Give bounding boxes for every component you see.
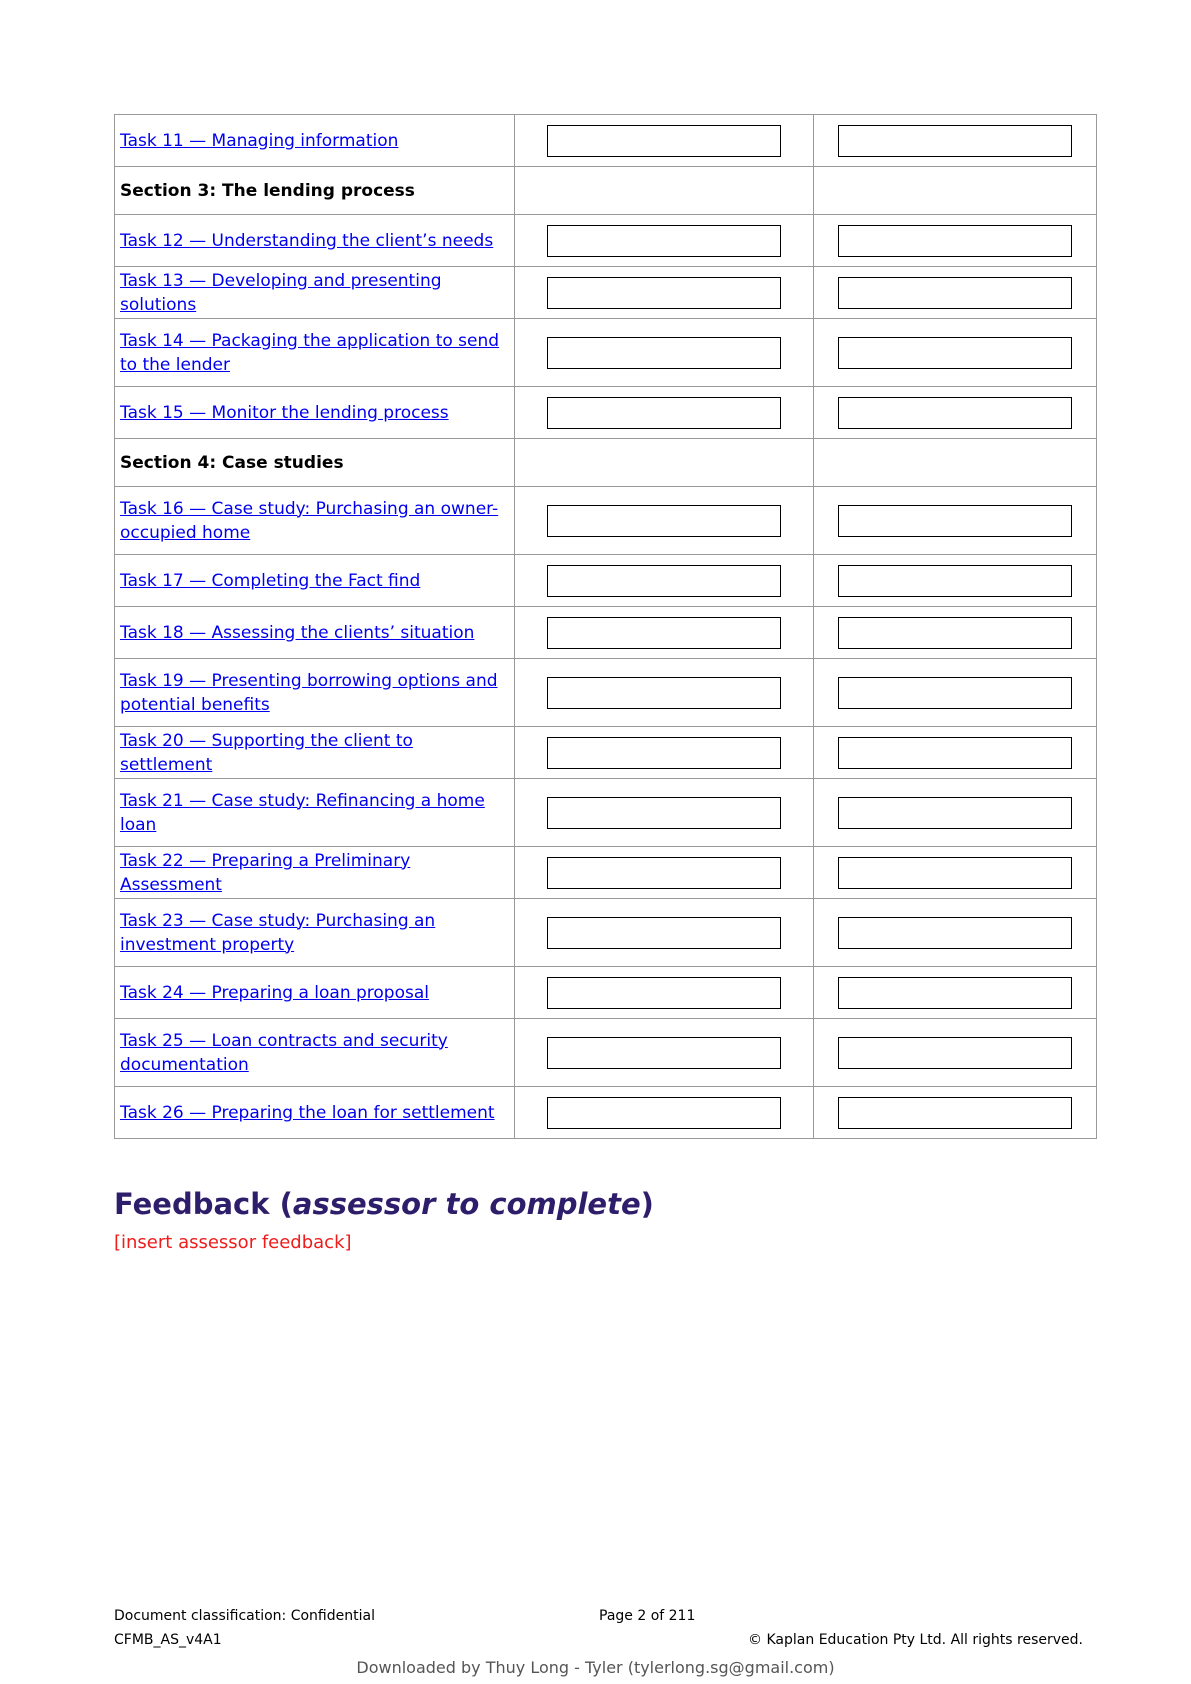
not-satisfactory-input-box[interactable] bbox=[838, 1097, 1072, 1129]
not-satisfactory-cell bbox=[814, 899, 1097, 967]
not-satisfactory-input-box[interactable] bbox=[838, 397, 1072, 429]
not-satisfactory-cell bbox=[814, 1087, 1097, 1139]
satisfactory-cell bbox=[515, 899, 814, 967]
satisfactory-input-box[interactable] bbox=[547, 397, 781, 429]
not-satisfactory-cell bbox=[814, 847, 1097, 899]
not-satisfactory-input-box[interactable] bbox=[838, 125, 1072, 157]
section-title: Section 4: Case studies bbox=[120, 452, 344, 473]
not-satisfactory-input-box[interactable] bbox=[838, 977, 1072, 1009]
satisfactory-cell bbox=[515, 115, 814, 167]
task-name-cell bbox=[115, 1019, 515, 1087]
satisfactory-input-box[interactable] bbox=[547, 977, 781, 1009]
task-row bbox=[115, 967, 1097, 1019]
feedback-heading-main: Feedback ( bbox=[114, 1187, 293, 1221]
satisfactory-input-box[interactable] bbox=[547, 857, 781, 889]
not-satisfactory-cell bbox=[814, 555, 1097, 607]
satisfactory-cell bbox=[515, 1087, 814, 1139]
task-row bbox=[115, 779, 1097, 847]
satisfactory-input-box[interactable] bbox=[547, 737, 781, 769]
task-link[interactable]: Task 11 — Managing information bbox=[120, 130, 399, 151]
section-row bbox=[115, 439, 1097, 487]
not-satisfactory-cell bbox=[814, 115, 1097, 167]
satisfactory-input-box[interactable] bbox=[547, 225, 781, 257]
not-satisfactory-input-box[interactable] bbox=[838, 857, 1072, 889]
not-satisfactory-input-box[interactable] bbox=[838, 677, 1072, 709]
not-satisfactory-input-box[interactable] bbox=[838, 565, 1072, 597]
satisfactory-cell bbox=[515, 487, 814, 555]
satisfactory-cell bbox=[515, 779, 814, 847]
task-name-cell bbox=[115, 1087, 515, 1139]
satisfactory-cell bbox=[515, 167, 814, 215]
task-link[interactable]: Task 24 — Preparing a loan proposal bbox=[120, 982, 429, 1003]
satisfactory-input-box[interactable] bbox=[547, 677, 781, 709]
not-satisfactory-cell bbox=[814, 319, 1097, 387]
task-name-cell bbox=[115, 967, 515, 1019]
task-link[interactable]: Task 16 — Case study: Purchasing an owner-occupied home bbox=[120, 498, 499, 543]
not-satisfactory-cell bbox=[814, 439, 1097, 487]
satisfactory-input-box[interactable] bbox=[547, 505, 781, 537]
satisfactory-input-box[interactable] bbox=[547, 917, 781, 949]
task-name-cell bbox=[115, 847, 515, 899]
not-satisfactory-input-box[interactable] bbox=[838, 917, 1072, 949]
satisfactory-cell bbox=[515, 847, 814, 899]
task-name-cell bbox=[115, 659, 515, 727]
satisfactory-cell bbox=[515, 607, 814, 659]
not-satisfactory-input-box[interactable] bbox=[838, 1037, 1072, 1069]
not-satisfactory-input-box[interactable] bbox=[838, 505, 1072, 537]
not-satisfactory-cell bbox=[814, 215, 1097, 267]
section-title: Section 3: The lending process bbox=[120, 180, 415, 201]
satisfactory-cell bbox=[515, 387, 814, 439]
satisfactory-cell bbox=[515, 659, 814, 727]
not-satisfactory-input-box[interactable] bbox=[838, 337, 1072, 369]
not-satisfactory-input-box[interactable] bbox=[838, 225, 1072, 257]
task-name-cell bbox=[115, 167, 515, 215]
task-link[interactable]: Task 18 — Assessing the clients’ situation bbox=[120, 622, 475, 643]
not-satisfactory-cell bbox=[814, 779, 1097, 847]
task-name-cell bbox=[115, 115, 515, 167]
task-name-cell bbox=[115, 779, 515, 847]
task-link[interactable]: Task 22 — Preparing a Preliminary Assessment bbox=[120, 850, 411, 895]
satisfactory-cell bbox=[515, 1019, 814, 1087]
task-row bbox=[115, 607, 1097, 659]
footer-classification: Document classification: Confidential bbox=[114, 1608, 375, 1624]
task-name-cell bbox=[115, 899, 515, 967]
task-link[interactable]: Task 17 — Completing the Fact find bbox=[120, 570, 421, 591]
satisfactory-input-box[interactable] bbox=[547, 617, 781, 649]
assessor-feedback-placeholder[interactable]: [insert assessor feedback] bbox=[114, 1232, 352, 1253]
satisfactory-cell bbox=[515, 727, 814, 779]
satisfactory-cell bbox=[515, 439, 814, 487]
satisfactory-input-box[interactable] bbox=[547, 277, 781, 309]
task-link[interactable]: Task 12 — Understanding the client’s needs bbox=[120, 230, 494, 251]
task-table-body bbox=[115, 115, 1097, 1139]
task-link[interactable]: Task 19 — Presenting borrowing options and potential benefits bbox=[120, 670, 498, 715]
task-link[interactable]: Task 23 — Case study: Purchasing an investment property bbox=[120, 910, 436, 955]
satisfactory-cell bbox=[515, 319, 814, 387]
task-link[interactable]: Task 26 — Preparing the loan for settlement bbox=[120, 1102, 495, 1123]
not-satisfactory-input-box[interactable] bbox=[838, 797, 1072, 829]
task-link[interactable]: Task 14 — Packaging the application to send to the lender bbox=[120, 330, 500, 375]
section-row bbox=[115, 167, 1097, 215]
not-satisfactory-input-box[interactable] bbox=[838, 737, 1072, 769]
task-row bbox=[115, 267, 1097, 319]
task-row bbox=[115, 1019, 1097, 1087]
task-link[interactable]: Task 25 — Loan contracts and security documentation bbox=[120, 1030, 448, 1075]
task-row bbox=[115, 555, 1097, 607]
satisfactory-input-box[interactable] bbox=[547, 797, 781, 829]
task-name-cell bbox=[115, 215, 515, 267]
not-satisfactory-cell bbox=[814, 267, 1097, 319]
footer-doc-code: CFMB_AS_v4A1 bbox=[114, 1632, 222, 1648]
feedback-heading-close: ) bbox=[640, 1187, 654, 1221]
task-name-cell bbox=[115, 387, 515, 439]
feedback-heading bbox=[114, 1184, 654, 1224]
download-note: Downloaded by Thuy Long - Tyler (tylerlong.sg@gmail.com) bbox=[356, 1658, 835, 1677]
footer-page-number: Page 2 of 211 bbox=[599, 1608, 696, 1624]
satisfactory-input-box[interactable] bbox=[547, 1037, 781, 1069]
task-completion-table bbox=[114, 114, 1097, 1139]
task-name-cell bbox=[115, 487, 515, 555]
satisfactory-input-box[interactable] bbox=[547, 1097, 781, 1129]
task-row bbox=[115, 727, 1097, 779]
task-name-cell bbox=[115, 607, 515, 659]
satisfactory-cell bbox=[515, 967, 814, 1019]
task-name-cell bbox=[115, 555, 515, 607]
not-satisfactory-input-box[interactable] bbox=[838, 617, 1072, 649]
task-name-cell bbox=[115, 319, 515, 387]
satisfactory-cell bbox=[515, 215, 814, 267]
task-row bbox=[115, 899, 1097, 967]
task-row bbox=[115, 659, 1097, 727]
task-link[interactable]: Task 13 — Developing and presenting solutions bbox=[120, 270, 442, 315]
footer-copyright: © Kaplan Education Pty Ltd. All rights reserved. bbox=[748, 1632, 1083, 1648]
task-link[interactable]: Task 15 — Monitor the lending process bbox=[120, 402, 449, 423]
task-name-cell bbox=[115, 727, 515, 779]
not-satisfactory-cell bbox=[814, 487, 1097, 555]
not-satisfactory-cell bbox=[814, 967, 1097, 1019]
task-row bbox=[115, 215, 1097, 267]
satisfactory-cell bbox=[515, 555, 814, 607]
task-link[interactable]: Task 20 — Supporting the client to settlement bbox=[120, 730, 413, 775]
not-satisfactory-cell bbox=[814, 1019, 1097, 1087]
satisfactory-input-box[interactable] bbox=[547, 565, 781, 597]
not-satisfactory-cell bbox=[814, 659, 1097, 727]
feedback-heading-italic: assessor to complete bbox=[292, 1187, 641, 1221]
task-name-cell bbox=[115, 439, 515, 487]
not-satisfactory-input-box[interactable] bbox=[838, 277, 1072, 309]
not-satisfactory-cell bbox=[814, 607, 1097, 659]
not-satisfactory-cell bbox=[814, 167, 1097, 215]
task-row bbox=[115, 387, 1097, 439]
task-row bbox=[115, 487, 1097, 555]
task-row bbox=[115, 847, 1097, 899]
task-row bbox=[115, 1087, 1097, 1139]
satisfactory-input-box[interactable] bbox=[547, 125, 781, 157]
satisfactory-cell bbox=[515, 267, 814, 319]
not-satisfactory-cell bbox=[814, 727, 1097, 779]
task-row bbox=[115, 115, 1097, 167]
task-link[interactable]: Task 21 — Case study: Refinancing a home loan bbox=[120, 790, 485, 835]
satisfactory-input-box[interactable] bbox=[547, 337, 781, 369]
task-name-cell bbox=[115, 267, 515, 319]
task-row bbox=[115, 319, 1097, 387]
not-satisfactory-cell bbox=[814, 387, 1097, 439]
